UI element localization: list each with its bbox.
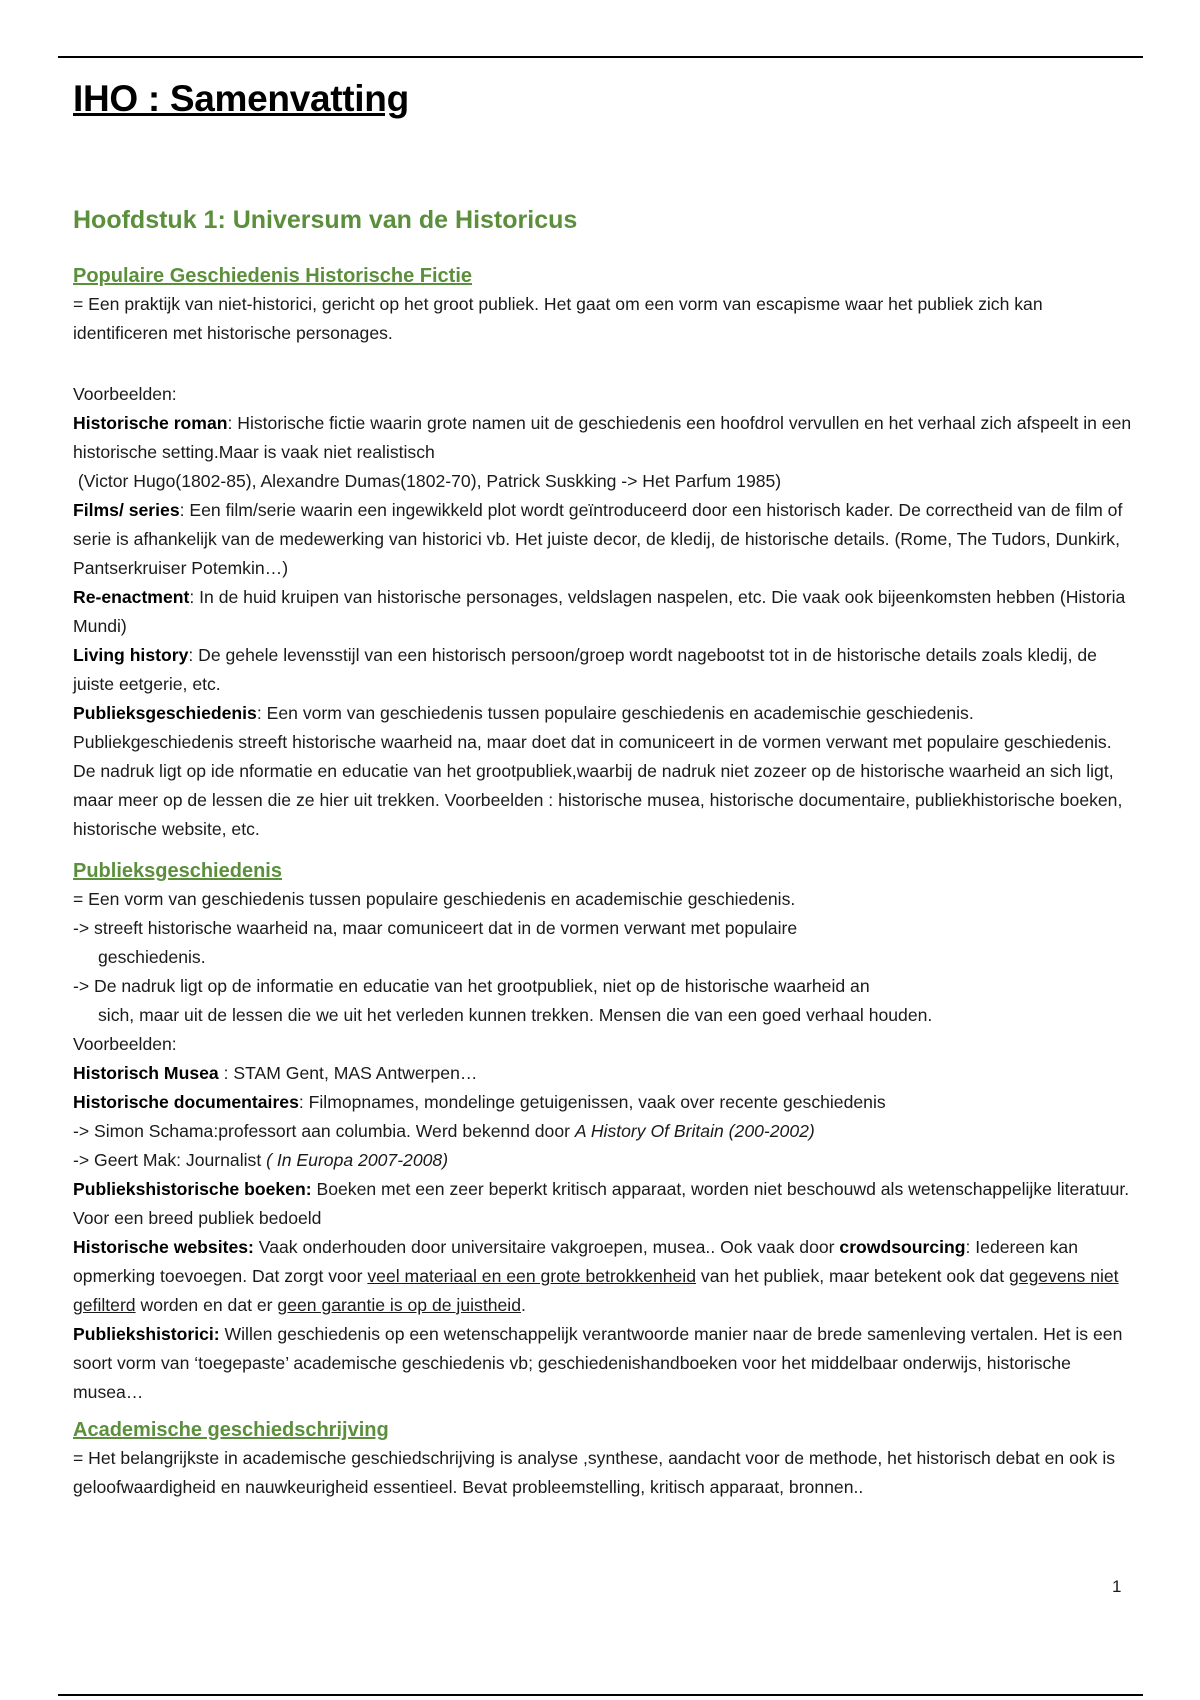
arrow-point-1a: -> streeft historische waarheid na, maar comuniceert dat in de vormen verwant met populaire: [73, 918, 798, 938]
document-page: [73, 78, 1133, 1502]
item-historische-roman: Historische roman: Historische fictie waarin grote namen uit de geschiedenis een hoofdrol vervullen en het verhaal zich afspeelt in een historische setting.Maar is vaak niet realistisch: [73, 413, 1132, 462]
item-historische-websites: Historische websites: Vaak onderhouden door universitaire vakgroepen, musea.. Ook vaak door crowdsourcing: Iedereen kan opmerking toevoegen. Dat zorgt voor veel materiaal en een grote betrokkenheid van het publiek, maar betekent ook dat gegevens niet gefilterd worden en dat er geen garantie is op de juistheid.: [73, 1237, 1119, 1315]
document-title: IHO : Samenvatting: [73, 78, 409, 119]
item-historisch-musea: Historisch Musea : STAM Gent, MAS Antwerpen…: [73, 1063, 478, 1083]
chapter-heading: Hoofdstuk 1: Universum van de Historicus: [73, 206, 578, 234]
item-schama: -> Simon Schama:professort aan columbia. Werd bekennd door A History Of Britain (200-2002): [73, 1121, 815, 1141]
item-mak: -> Geert Mak: Journalist ( In Europa 2007-2008): [73, 1150, 449, 1170]
item-publiekshistorische-boeken: Publiekshistorische boeken: Boeken met een zeer beperkt kritisch apparaat, worden niet beschouwd als wetenschappelijke literatuur. Voor een breed publiek bedoeld: [73, 1179, 1130, 1228]
arrow-point-2a: -> De nadruk ligt op de informatie en educatie van het grootpubliek, niet op de historische waarheid an: [73, 976, 870, 996]
examples-label-2: Voorbeelden:: [73, 1034, 177, 1054]
populaire-definition: = Een praktijk van niet-historici, gericht op het groot publiek. Het gaat om een vorm van escapisme waar het publiek zich kan identificeren met historische personages.: [73, 294, 1043, 343]
examples-label: Voorbeelden:: [73, 384, 177, 404]
academische-definition: = Het belangrijkste in academische geschiedschrijving is analyse ,synthese, aandacht voor de methode, het historisch debat en ook is geloofwaardigheid en nauwkeurigheid essentieel. Bevat probleemstelling, kritisch apparaat, bronnen..: [73, 1448, 1116, 1497]
top-rule: [58, 56, 1143, 58]
item-publieksgeschiedenis: Publieksgeschiedenis: Een vorm van geschiedenis tussen populaire geschiedenis en academischie geschiedenis. Publiekgeschiedenis streeft historische waarheid na, maar doet dat in comuniceert in de vormen verwant met populaire geschiedenis. De nadruk ligt op ide nformatie en educatie van het grootpubliek,waarbij de nadruk niet zozeer op de historische waarheid an sich ligt, maar meer op de lessen die ze hier uit trekken. Voorbeelden : historische musea, historische documentaire, publiekhistorische boeken, historische website, etc.: [73, 703, 1123, 839]
item-living-history: Living history: De gehele levensstijl van een historisch persoon/groep wordt nagebootst tot in de historische details zoals kledij, de juiste eetgerie, etc.: [73, 645, 1097, 694]
section-heading-academische: Academische geschiedschrijving: [73, 1419, 389, 1441]
page-number: 1: [1112, 1577, 1122, 1596]
item-documentaires: Historische documentaires: Filmopnames, mondelinge getuigenissen, vaak over recente geschiedenis: [73, 1092, 886, 1112]
section-heading-publieksgeschiedenis: Publieksgeschiedenis: [73, 860, 282, 882]
bottom-rule: [58, 1694, 1143, 1696]
item-publiekshistorici: Publiekshistorici: Willen geschiedenis op een wetenschappelijk verantwoorde manier naar de brede samenleving vertalen. Het is een soort vorm van ‘toegepaste’ academische geschiedenis vb; geschiedenishandboeken voor het middelbaar onderwijs, historische musea…: [73, 1324, 1123, 1402]
publieks-definition: = Een vorm van geschiedenis tussen populaire geschiedenis en academischie geschiedenis.: [73, 889, 796, 909]
item-reenactment: Re-enactment: In de huid kruipen van historische personages, veldslagen naspelen, etc. Die vaak ook bijeenkomsten hebben (Historia Mundi): [73, 587, 1126, 636]
section-heading-populaire: Populaire Geschiedenis Historische Fictie: [73, 265, 473, 287]
arrow-point-2b: sich, maar uit de lessen die we uit het verleden kunnen trekken. Mensen die van een goed verhaal houden.: [98, 1005, 933, 1025]
arrow-point-1b: geschiedenis.: [98, 947, 206, 967]
item-films-series: Films/ series: Een film/serie waarin een ingewikkeld plot wordt geïntroduceerd door een historisch kader. De correctheid van de film of serie is afhankelijk van de medewerking van historici vb. Het juiste decor, de kledij, de historische details. (Rome, The Tudors, Dunkirk, Pantserkruiser Potemkin…): [73, 500, 1123, 578]
item-roman-names: (Victor Hugo(1802-85), Alexandre Dumas(1802-70), Patrick Suskking -> Het Parfum 1985): [77, 471, 782, 491]
